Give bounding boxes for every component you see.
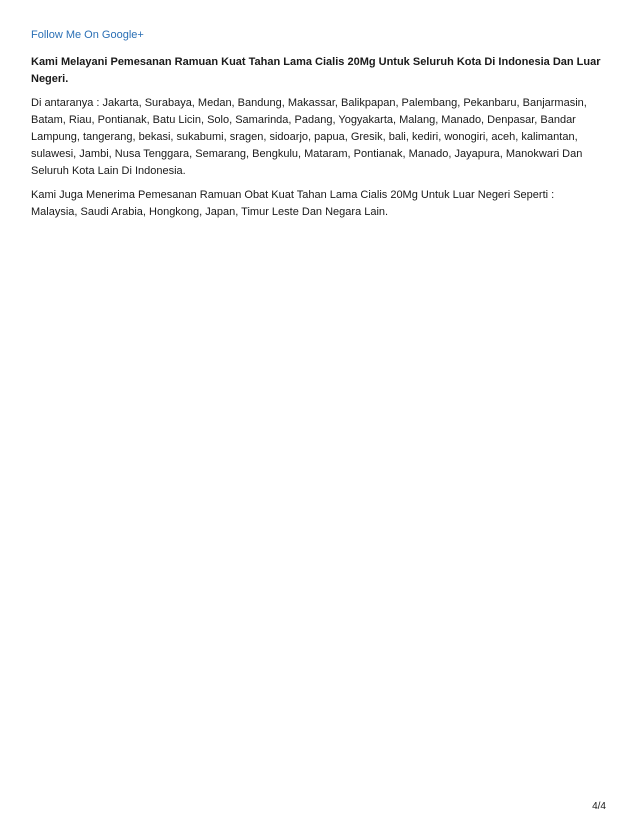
cities-paragraph: Di antaranya : Jakarta, Surabaya, Medan, Bandung, Makassar, Balikpapan, Palembang, Pekanbaru, Banjarmasin, Batam, Riau, Pontianak, Batu Licin, Solo, Samarinda, Padang, Yogyakarta, Malang, Manado, Denpasar, Bandar Lampung, tangerang, bekasi, sukabumi, sragen, sidoarjo, papua, Gresik, bali, kediri, wonogiri, aceh, kalimantan, sulawesi, Jambi, Nusa Tenggara, Semarang, Bengkulu, Mataram, Pontianak, Manado, Jayapura, Manokwari Dan Seluruh Kota Lain Di Indonesia. <box>31 97 587 177</box>
international-paragraph: Kami Juga Menerima Pemesanan Ramuan Obat Kuat Tahan Lama Cialis 20Mg Untuk Luar Negeri Seperti : Malaysia, Saudi Arabia, Hongkong, Japan, Timur Leste Dan Negara Lain. <box>31 189 555 218</box>
document-page <box>31 27 601 228</box>
page-number: 4/4 <box>592 801 606 812</box>
follow-google-plus-link[interactable]: Follow Me On Google+ <box>31 29 144 41</box>
section-heading: Kami Melayani Pemesanan Ramuan Kuat Tahan Lama Cialis 20Mg Untuk Seluruh Kota Di Indonesia Dan Luar Negeri. <box>31 56 601 85</box>
